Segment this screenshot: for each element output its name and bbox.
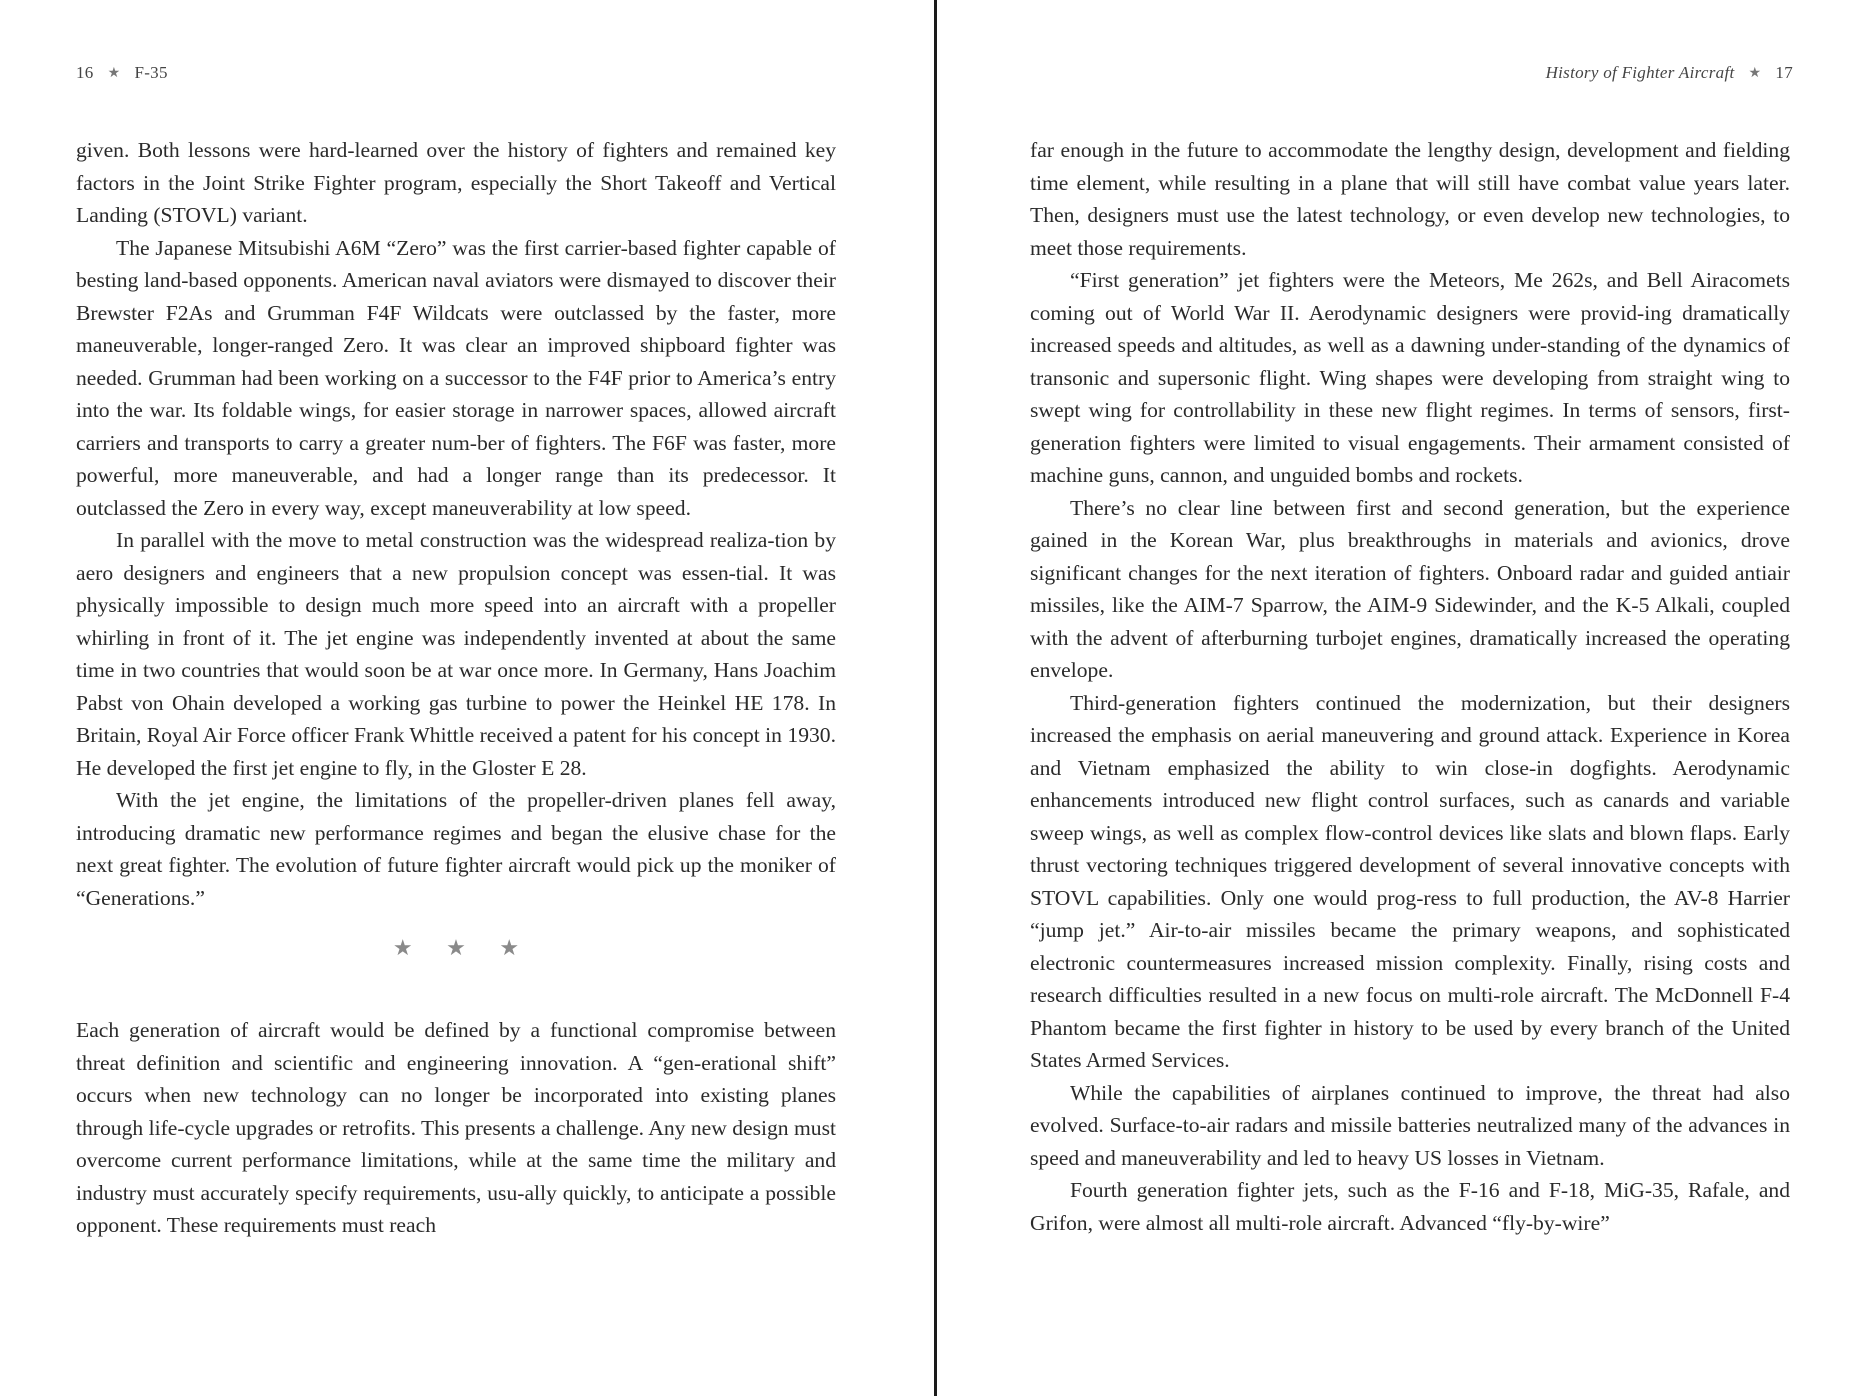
paragraph: Each generation of aircraft would be defined by a functional compromise between threat definition and scientific and engineering innovation. A “gen-erational shift” occurs when new technology can no longer be incorporated into existing planes through life-cycle upgrades or retrofits. This presents a challenge. Any new design must overcome current performance limitations, while at the same time the military and industry must accurately specify requirements, usu-ally quickly, to anticipate a possible opponent. These requirements must reach	[76, 1018, 836, 1237]
paragraph: There’s no clear line between first and second generation, but the experience gained in the Korean War, plus breakthroughs in materials and avionics, drove significant changes for the next iteration of fighters. Onboard radar and guided antiair missiles, like the AIM-7 Sparrow, the AIM-9 Sidewinder, and the K-5 Alkali, coupled with the advent of afterburning turbojet engines, dramatically increased the operating envelope.	[1030, 495, 1790, 682]
left-text-block	[76, 134, 836, 1242]
right-page	[937, 0, 1862, 1396]
paragraph: Third-generation fighters continued the modernization, but their designers increased the emphasis on aerial maneuvering and ground attack. Experience in Korea and Vietnam emphasized the ability to win close-in dogfights. Aerodynamic enhancements introduced new flight control surfaces, such as canards and variable sweep wings, as well as complex flow-control devices like slats and blown flaps. Early thrust vectoring techniques triggered development of several innovative concepts with STOVL capabilities. Only one would prog-ress to full production, the AV-8 Harrier “jump jet.” Air-to-air missiles became the primary weapons, and sophisticated electronic countermeasures increased mission complexity. Finally, rising costs and research difficulties resulted in a new focus on multi-role aircraft. The McDonnell F-4 Phantom became the first fighter in history to be used by every branch of the United States Armed Services.	[1030, 690, 1790, 1072]
paragraph: “First generation” jet fighters were the Meteors, Me 262s, and Bell Airacomets coming out of World War II. Aerodynamic designers were provid-ing dramatically increased speeds and altitudes, as well as a dawning under-standing of the dynamics of transonic and supersonic flight. Wing shapes were developing from straight wing to swept wing for controllability in these new flight regimes. In terms of sensors, first-generation fighters were limited to visual engagements. Their armament consisted of machine guns, cannon, and unguided bombs and rockets.	[1030, 268, 1790, 487]
right-text-block	[1030, 134, 1790, 1239]
paragraph: While the capabilities of airplanes continued to improve, the threat had also evolved. Surface-to-air radars and missile batteries neutralized many of the advances in speed and maneuverability and led to heavy US losses in Vietnam.	[1030, 1080, 1790, 1170]
paragraph: Fourth generation fighter jets, such as the F-16 and F-18, MiG-35, Rafale, and Grifon, were almost all multi-role aircraft. Advanced “fly-by-wire”	[1030, 1178, 1790, 1235]
header-star-icon: ★	[1748, 66, 1762, 81]
paragraph: far enough in the future to accommodate the lengthy design, development and fielding time element, while resulting in a plane that will still have combat value years later. Then, designers must use the latest technology, or even develop new technologies, to meet those requirements.	[1030, 138, 1790, 260]
left-running-title: F-35	[134, 63, 168, 82]
paragraph: given. Both lessons were hard-learned over the history of fighters and remained key factors in the Joint Strike Fighter program, especially the Short Takeoff and Vertical Landing (STOVL) variant.	[76, 138, 836, 227]
left-page-number: 16	[76, 63, 94, 82]
header-star-icon: ★	[107, 66, 121, 81]
right-page-number: 17	[1775, 63, 1793, 82]
right-running-head	[1546, 63, 1793, 83]
paragraph: In parallel with the move to metal construction was the widespread realiza-tion by aero designers and engineers that a new propulsion concept was essen-tial. It was physically impossible to design much more speed into an aircraft with a propeller whirling in front of it. The jet engine was independently invented at about the same time in two countries that would soon be at war once more. In Germany, Hans Joachim Pabst von Ohain developed a working gas turbine to power the Heinkel HE 178. In Britain, Royal Air Force officer Frank Whittle received a patent for his concept in 1930. He developed the first jet engine to fly, in the Gloster E 28.	[76, 528, 836, 780]
left-running-head	[76, 63, 168, 83]
paragraph: With the jet engine, the limitations of the propeller-driven planes fell away, introducing dramatic new performance regimes and began the elusive chase for the next great fighter. The evolution of future fighter aircraft would pick up the moniker of “Generations.”	[76, 788, 836, 910]
right-running-title: History of Fighter Aircraft	[1545, 63, 1735, 82]
paragraph: The Japanese Mitsubishi A6M “Zero” was the first carrier-based fighter capable of besting land-based opponents. American naval aviators were dismayed to discover their Brewster F2As and Grumman F4F Wildcats were outclassed by the faster, more maneuverable, longer-ranged Zero. It was clear an improved shipboard fighter was needed. Grumman had been working on a successor to the F4F prior to America’s entry into the war. Its foldable wings, for easier storage in narrower spaces, allowed aircraft carriers and transports to carry a greater num-ber of fighters. The F6F was faster, more powerful, more maneuverable, and had a longer range than its predecessor. It outclassed the Zero in every way, except maneuverability at low speed.	[76, 235, 836, 520]
section-break-stars-icon: ★ ★ ★	[392, 935, 534, 960]
